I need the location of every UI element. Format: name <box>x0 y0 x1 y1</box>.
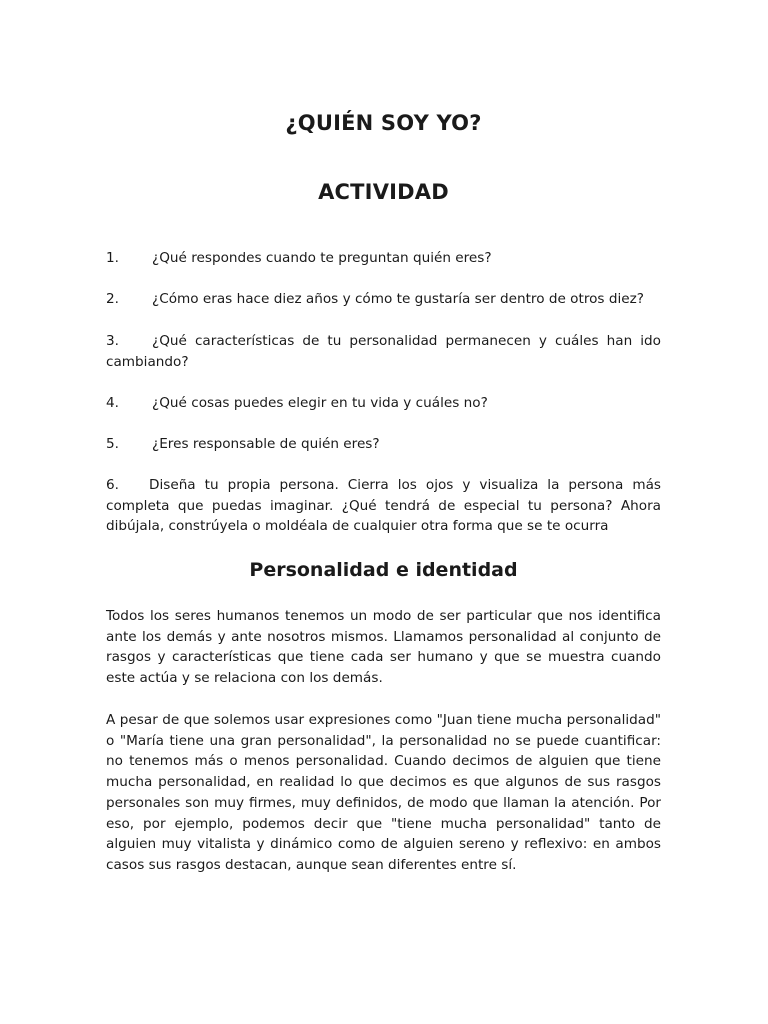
question-item <box>106 475 661 537</box>
question-item <box>106 331 661 372</box>
question-number: 1. <box>106 250 119 266</box>
question-item <box>106 248 661 269</box>
body-paragraph: A pesar de que solemos usar expresiones como "Juan tiene mucha personalidad" o "María tiene una gran personalidad", la personalidad no se puede cuantificar: no tenemos más o menos personalidad. Cuando decimos de alguien que tiene mucha personalidad, en realidad lo que decimos es que algunos de sus rasgos personales son muy firmes, muy definidos, de modo que llaman la atención. Por eso, por ejemplo, podemos decir que "tiene mucha personalidad" tanto de alguien muy vitalista y dinámico como de alguien sereno y reflexivo: en ambos casos sus rasgos destacan, aunque sean diferentes entre sí. <box>106 712 661 873</box>
document-title: ¿QUIÉN SOY YO? <box>285 111 482 135</box>
question-text: ¿Eres responsable de quién eres? <box>152 436 380 452</box>
question-number: 4. <box>106 395 119 411</box>
question-text: ¿Qué cosas puedes elegir en tu vida y cuáles no? <box>152 395 488 411</box>
question-text: Diseña tu propia persona. Cierra los ojos y visualiza la persona más completa que puedas imaginar. ¿Qué tendrá de especial tu persona? Ahora dibújala, constrúyela o moldéala de cualquier otra forma que se te ocurra <box>106 477 661 534</box>
question-number: 6. <box>106 477 119 493</box>
question-text: ¿Qué respondes cuando te preguntan quién eres? <box>152 250 492 266</box>
activity-heading: ACTIVIDAD <box>318 180 449 204</box>
question-item <box>106 289 661 310</box>
question-number: 2. <box>106 291 119 307</box>
question-text: ¿Cómo eras hace diez años y cómo te gustaría ser dentro de otros diez? <box>152 291 644 307</box>
question-number: 5. <box>106 436 119 452</box>
body-paragraph: Todos los seres humanos tenemos un modo de ser particular que nos identifica ante los demás y ante nosotros mismos. Llamamos personalidad al conjunto de rasgos y características que tiene cada ser humano y que se muestra cuando este actúa y se relaciona con los demás. <box>106 608 661 687</box>
question-number: 3. <box>106 333 119 349</box>
question-item <box>106 434 661 455</box>
question-item <box>106 393 661 414</box>
section-heading: Personalidad e identidad <box>249 559 518 581</box>
question-text: ¿Qué características de tu personalidad permanecen y cuáles han ido cambiando? <box>106 333 661 370</box>
